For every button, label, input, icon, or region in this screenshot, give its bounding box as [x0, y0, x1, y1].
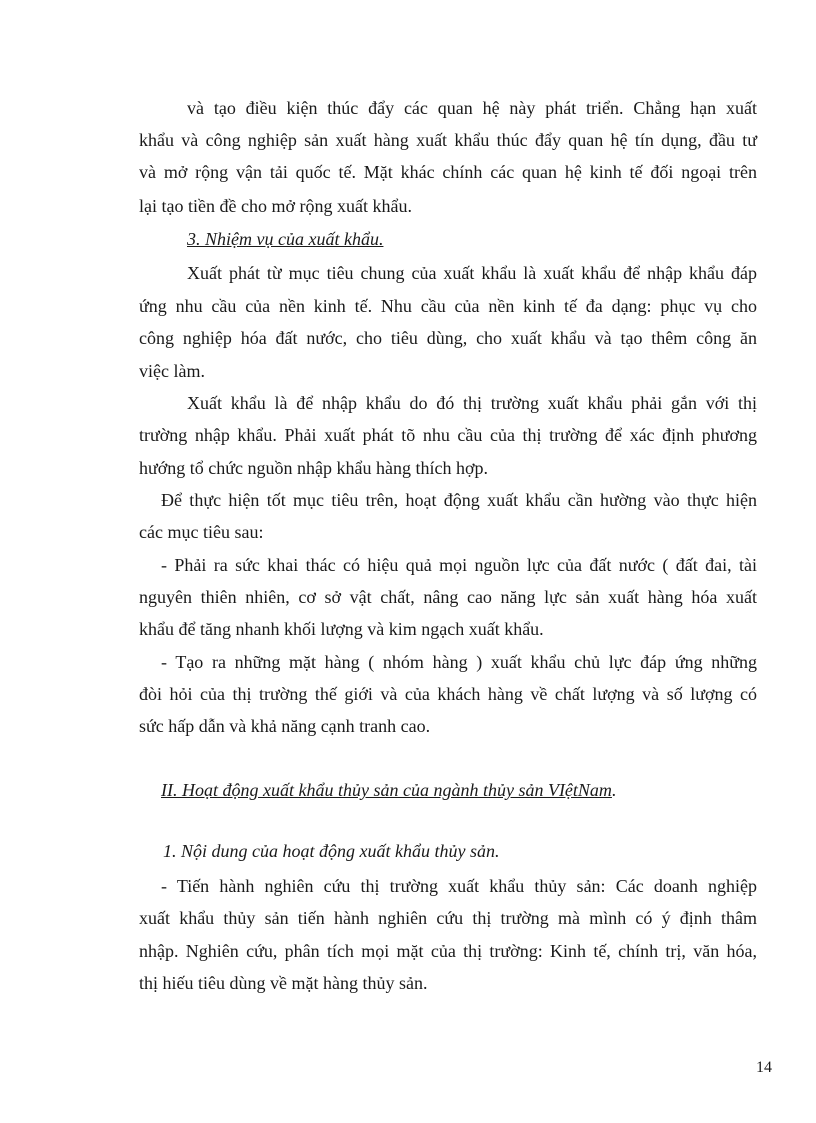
bullet-line: xuất khẩu thủy sản tiến hành nghiên cứu thị trường mà mình có ý định thâm: [139, 908, 757, 928]
section-3-heading: 3. Nhiệm vụ của xuất khẩu.: [187, 229, 384, 249]
bullet-line: thị hiếu tiêu dùng về mặt hàng thủy sản.: [139, 973, 428, 993]
paragraph-line: và mở rộng vận tải quốc tế. Mặt khác chính các quan hệ kinh tế đối ngoại trên: [139, 162, 757, 182]
bullet-line: - Phải ra sức khai thác có hiệu quả mọi nguồn lực của đất nước ( đất đai, tài: [161, 555, 757, 575]
page-number: 14: [756, 1059, 772, 1076]
paragraph-line: việc làm.: [139, 361, 205, 381]
bullet-line: khẩu để tăng nhanh khối lượng và kim ngạch xuất khẩu.: [139, 619, 544, 639]
paragraph-line: các mục tiêu sau:: [139, 522, 264, 542]
section-2-heading-period: .: [611, 780, 617, 800]
bullet-line: nguyên thiên nhiên, cơ sở vật chất, nâng cao năng lực sản xuất hàng hóa xuất: [139, 587, 757, 607]
paragraph-line: lại tạo tiền đề cho mở rộng xuất khẩu.: [139, 196, 412, 216]
paragraph-line: ứng nhu cầu của nền kinh tế. Nhu cầu của nền kinh tế đa dạng: phục vụ cho: [139, 296, 757, 316]
paragraph-line: khẩu và công nghiệp sản xuất hàng xuất khẩu thúc đẩy quan hệ tín dụng, đầu tư: [139, 130, 757, 150]
section-2-heading-text: II. Hoạt động xuất khẩu thủy sản của ngành thủy sản VIệtNam: [161, 780, 612, 800]
bullet-line: sức hấp dẫn và khả năng cạnh tranh cao.: [139, 716, 431, 736]
subsection-1-heading: 1. Nội dung của hoạt động xuất khẩu thủy sản.: [163, 841, 500, 861]
paragraph-line: Xuất khẩu là để nhập khẩu do đó thị trường xuất khẩu phải gắn với thị: [187, 393, 757, 413]
bullet-line: nhập. Nghiên cứu, phân tích mọi mặt của thị trường: Kinh tế, chính trị, văn hóa,: [139, 941, 757, 961]
section-2-heading: [161, 779, 616, 801]
paragraph-line: và tạo điều kiện thúc đẩy các quan hệ này phát triển. Chẳng hạn xuất: [187, 98, 757, 118]
paragraph-line: trường nhập khẩu. Phải xuất phát tõ nhu cầu của thị trường để xác định phương: [139, 425, 757, 445]
bullet-line: - Tiến hành nghiên cứu thị trường xuất khẩu thủy sản: Các doanh nghiệp: [161, 876, 757, 896]
paragraph-line: Xuất phát từ mục tiêu chung của xuất khẩu là xuất khẩu để nhập khẩu đáp: [187, 263, 757, 283]
bullet-line: đòi hỏi của thị trường thế giới và của khách hàng về chất lượng và số lượng có: [139, 684, 757, 704]
paragraph-line: hướng tổ chức nguồn nhập khẩu hàng thích hợp.: [139, 458, 488, 478]
paragraph-line: công nghiệp hóa đất nước, cho tiêu dùng, cho xuất khẩu và tạo thêm công ăn: [139, 328, 757, 348]
bullet-line: - Tạo ra những mặt hàng ( nhóm hàng ) xuất khẩu chủ lực đáp ứng những: [161, 652, 757, 672]
paragraph-line: Để thực hiện tốt mục tiêu trên, hoạt động xuất khẩu cần hường vào thực hiện: [161, 490, 757, 510]
